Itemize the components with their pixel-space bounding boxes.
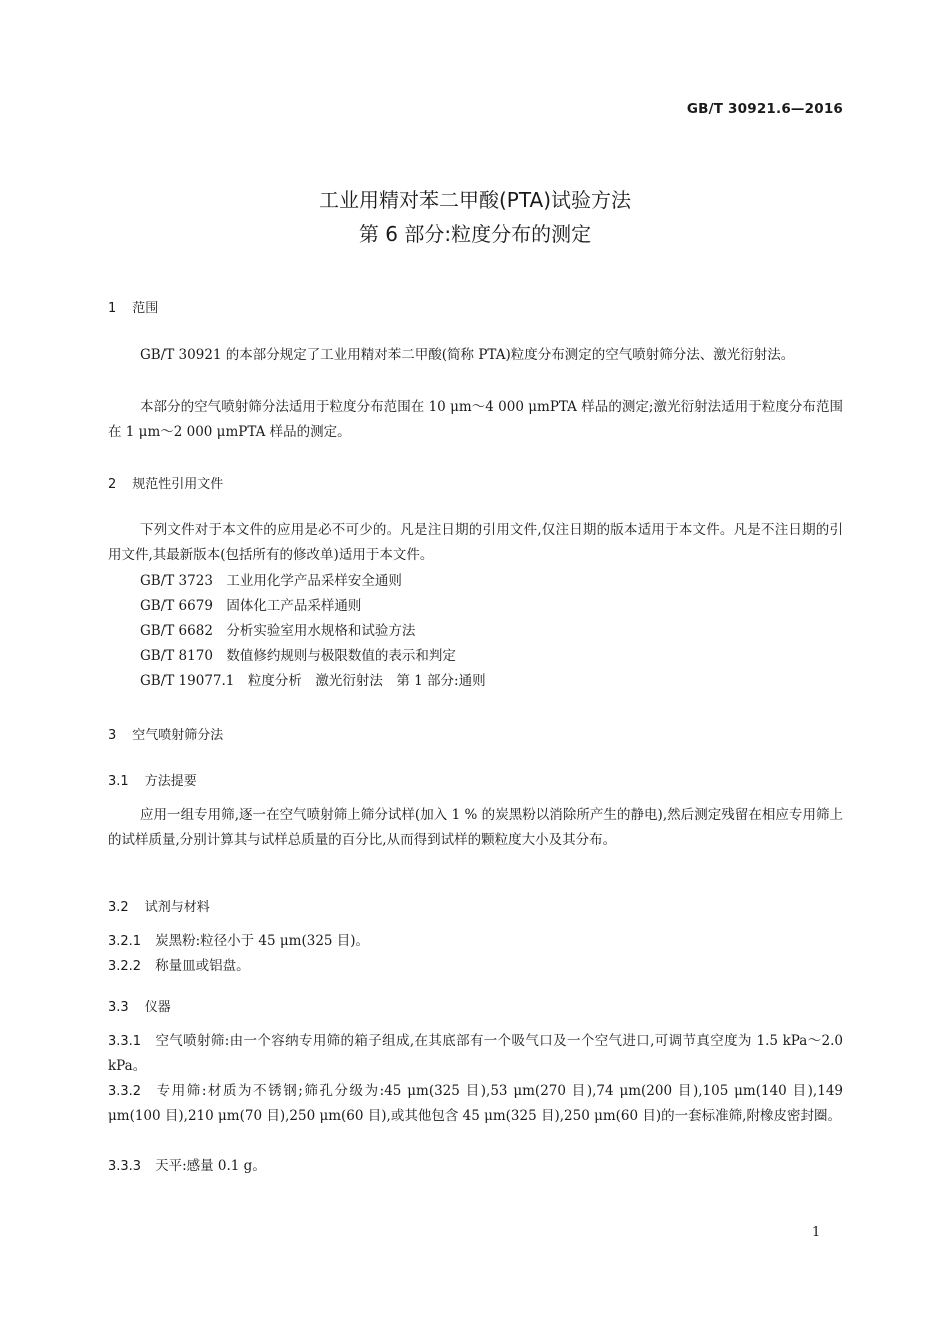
reference-item: GB/T 6682 分析实验室用水规格和试验方法 [140, 623, 416, 639]
section-number: 3 [108, 728, 117, 743]
subsection-number: 3.2 [108, 900, 129, 915]
clause-text: 炭黑粉:粒径小于 45 μm(325 目)。 [155, 933, 370, 949]
subsection-title: 试剂与材料 [144, 900, 210, 915]
page-number: 1 [812, 1225, 821, 1240]
section-2-paragraph: 下列文件对于本文件的应用是必不可少的。凡是注日期的引用文件,仅注日期的版本适用于本文件。凡是不注日期的引用文件,其最新版本(包括所有的修改单)适用于本文件。 [108, 522, 843, 563]
section-title: 空气喷射筛分法 [132, 728, 224, 743]
subsection-3-1-paragraph: 应用一组专用筛,逐一在空气喷射筛上筛分试样(加入 1 % 的炭黑粉以消除所产生的静电),然后测定残留在相应专用筛上的试样质量,分别计算其与试样总质量的百分比,从而得到试样的颗粒度大小及其分布。 [108, 807, 843, 848]
reference-item: GB/T 19077.1 粒度分析 激光衍射法 第 1 部分:通则 [140, 673, 486, 689]
subsection-number: 3.1 [108, 774, 129, 789]
clause-number: 3.3.1 [108, 1034, 142, 1049]
subsection-number: 3.3 [108, 1000, 129, 1015]
clause-text: 专用筛:材质为不锈钢;筛孔分级为:45 μm(325 目),53 μm(270 目),74 μm(200 目),105 μm(140 目),149 μm(100 目),210 μm(70 目),250 μm(60 目),或其他包含 45 μm(325 目),250 μm(60 目)的一套标准筛,附橡皮密封圈。 [108, 1083, 843, 1124]
clause-text: 称量皿或铝盘。 [155, 958, 250, 974]
reference-item: GB/T 3723 工业用化学产品采样安全通则 [140, 573, 402, 589]
clause-number: 3.2.2 [108, 959, 142, 974]
document-title-line-1: 工业用精对苯二甲酸(PTA)试验方法 [318, 188, 631, 212]
section-3-heading [108, 724, 223, 743]
section-1-heading [108, 297, 158, 316]
section-number: 1 [108, 301, 117, 316]
subsection-3-3-heading [108, 996, 171, 1015]
clause-item [108, 1154, 843, 1179]
reference-item: GB/T 6679 固体化工产品采样通则 [140, 598, 362, 614]
section-number: 2 [108, 477, 117, 492]
clause-number: 3.2.1 [108, 934, 142, 949]
section-1-paragraph-1: GB/T 30921 的本部分规定了工业用精对苯二甲酸(简称 PTA)粒度分布测定的空气喷射筛分法、激光衍射法。 [140, 347, 795, 363]
section-1-paragraph-2: 本部分的空气喷射筛分法适用于粒度分布范围在 10 μm～4 000 μmPTA 样品的测定;激光衍射法适用于粒度分布范围在 1 μm～2 000 μmPTA 样品的测定。 [108, 399, 843, 440]
section-2-heading [108, 473, 223, 492]
section-title: 规范性引用文件 [132, 477, 224, 492]
subsection-3-2-heading [108, 896, 210, 915]
clause-item [108, 954, 843, 979]
subsection-title: 方法提要 [144, 774, 197, 789]
clause-text: 天平:感量 0.1 g。 [155, 1158, 266, 1174]
clause-number: 3.3.3 [108, 1159, 142, 1174]
subsection-3-1-heading [108, 770, 197, 789]
subsection-title: 仪器 [144, 1000, 171, 1015]
clause-item [108, 1079, 843, 1129]
reference-item: GB/T 8170 数值修约规则与极限数值的表示和判定 [140, 648, 456, 664]
standard-id: GB/T 30921.6—2016 [686, 101, 843, 117]
clause-text: 空气喷射筛:由一个容纳专用筛的箱子组成,在其底部有一个吸气口及一个空气进口,可调节真空度为 1.5 kPa～2.0 kPa。 [108, 1033, 843, 1074]
clause-number: 3.3.2 [108, 1084, 142, 1099]
section-title: 范围 [132, 301, 159, 316]
document-title-line-2: 第 6 部分:粒度分布的测定 [358, 222, 592, 246]
clause-item [108, 929, 843, 954]
clause-item [108, 1029, 843, 1079]
